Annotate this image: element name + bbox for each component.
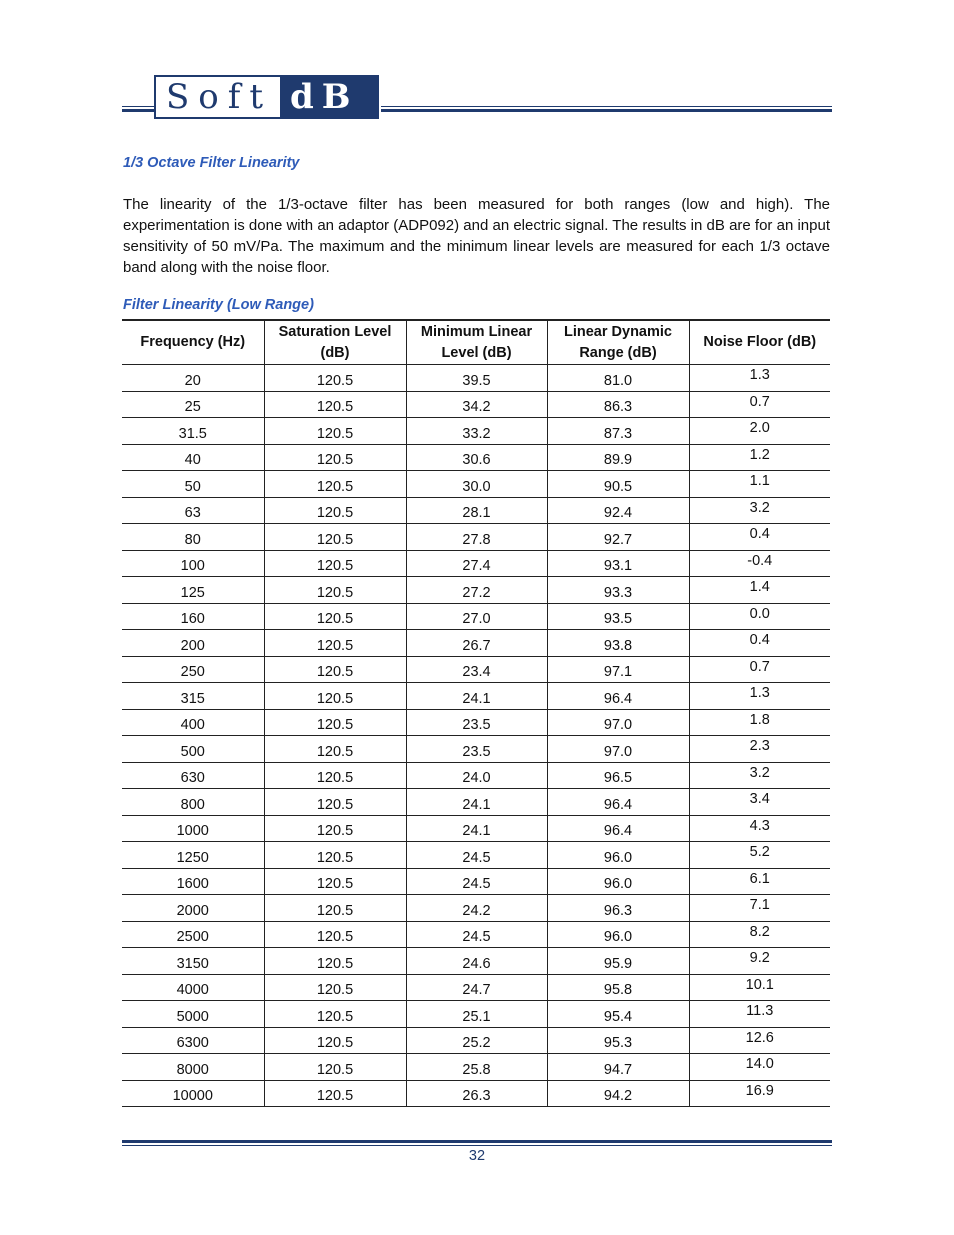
cell-linear-dynamic-range: 89.9 [547,444,689,471]
cell-saturation-level: 120.5 [264,842,406,869]
table-row [122,1054,830,1081]
table-row [122,365,830,392]
cell-saturation-level: 120.5 [264,921,406,948]
cell-frequency: 630 [122,762,264,789]
table-row [122,656,830,683]
cell-frequency: 1600 [122,868,264,895]
cell-minimum-linear-level: 24.5 [406,921,547,948]
header-rule-left [122,106,154,112]
cell-linear-dynamic-range: 94.7 [547,1054,689,1081]
cell-linear-dynamic-range: 93.1 [547,550,689,577]
table-row [122,444,830,471]
cell-saturation-level: 120.5 [264,789,406,816]
cell-minimum-linear-level: 24.1 [406,815,547,842]
footer-rule [122,1140,832,1146]
cell-frequency: 10000 [122,1080,264,1107]
cell-linear-dynamic-range: 92.7 [547,524,689,551]
intro-paragraph: The linearity of the 1/3-octave filter has been measured for both ranges (low and high). The experimentation is done with an adaptor (ADP092) and an electric signal. The results in dB are for an input sensitivity of 50 mV/Pa. The maximum and the minimum linear levels are measured for each 1/3 octave band along with the noise floor. [123,196,830,276]
cell-linear-dynamic-range: 92.4 [547,497,689,524]
cell-minimum-linear-level: 27.2 [406,577,547,604]
cell-frequency: 500 [122,736,264,763]
cell-linear-dynamic-range: 95.8 [547,974,689,1001]
header-linear-dynamic-range: Linear Dynamic Range (dB) [547,320,689,365]
logo-text-soft: Soft [156,77,280,117]
cell-noise-floor: 0.7 [689,656,830,683]
cell-frequency: 100 [122,550,264,577]
cell-saturation-level: 120.5 [264,577,406,604]
header-saturation-level: Saturation Level (dB) [264,320,406,365]
cell-noise-floor: 1.1 [689,471,830,498]
header-rule-right [381,106,832,112]
cell-saturation-level: 120.5 [264,1027,406,1054]
cell-noise-floor: 12.6 [689,1027,830,1054]
cell-frequency: 160 [122,603,264,630]
cell-linear-dynamic-range: 97.0 [547,736,689,763]
cell-minimum-linear-level: 25.8 [406,1054,547,1081]
table-row [122,736,830,763]
header-minimum-linear-level: Minimum Linear Level (dB) [406,320,547,365]
cell-frequency: 50 [122,471,264,498]
cell-frequency: 400 [122,709,264,736]
cell-saturation-level: 120.5 [264,709,406,736]
cell-minimum-linear-level: 24.7 [406,974,547,1001]
cell-saturation-level: 120.5 [264,418,406,445]
cell-frequency: 125 [122,577,264,604]
cell-saturation-level: 120.5 [264,550,406,577]
cell-noise-floor: 4.3 [689,815,830,842]
cell-linear-dynamic-range: 96.3 [547,895,689,922]
cell-minimum-linear-level: 23.5 [406,709,547,736]
cell-noise-floor: 3.2 [689,497,830,524]
cell-minimum-linear-level: 30.6 [406,444,547,471]
cell-saturation-level: 120.5 [264,895,406,922]
cell-minimum-linear-level: 24.5 [406,868,547,895]
cell-linear-dynamic-range: 97.1 [547,656,689,683]
cell-linear-dynamic-range: 93.8 [547,630,689,657]
table-row [122,948,830,975]
table-row [122,895,830,922]
cell-frequency: 250 [122,656,264,683]
cell-noise-floor: 1.3 [689,365,830,392]
cell-frequency: 1000 [122,815,264,842]
cell-linear-dynamic-range: 93.5 [547,603,689,630]
cell-frequency: 2500 [122,921,264,948]
cell-noise-floor: 5.2 [689,842,830,869]
page-number: 32 [468,1148,486,1164]
cell-saturation-level: 120.5 [264,815,406,842]
cell-frequency: 6300 [122,1027,264,1054]
cell-frequency: 20 [122,365,264,392]
cell-noise-floor: 2.3 [689,736,830,763]
header-frequency: Frequency (Hz) [122,320,264,365]
cell-minimum-linear-level: 26.3 [406,1080,547,1107]
cell-minimum-linear-level: 24.1 [406,683,547,710]
cell-linear-dynamic-range: 86.3 [547,391,689,418]
cell-noise-floor: 14.0 [689,1054,830,1081]
cell-saturation-level: 120.5 [264,1001,406,1028]
cell-minimum-linear-level: 27.8 [406,524,547,551]
cell-noise-floor: 1.8 [689,709,830,736]
cell-noise-floor: 0.7 [689,391,830,418]
cell-noise-floor: 10.1 [689,974,830,1001]
cell-saturation-level: 120.5 [264,948,406,975]
table-row [122,974,830,1001]
cell-linear-dynamic-range: 96.4 [547,815,689,842]
table-header-row [122,320,830,365]
cell-frequency: 800 [122,789,264,816]
table-row [122,1027,830,1054]
table-row [122,868,830,895]
cell-saturation-level: 120.5 [264,1054,406,1081]
cell-frequency: 8000 [122,1054,264,1081]
table-row [122,1001,830,1028]
cell-linear-dynamic-range: 95.4 [547,1001,689,1028]
cell-saturation-level: 120.5 [264,683,406,710]
cell-linear-dynamic-range: 96.0 [547,868,689,895]
cell-minimum-linear-level: 39.5 [406,365,547,392]
table-row [122,815,830,842]
cell-minimum-linear-level: 23.4 [406,656,547,683]
cell-saturation-level: 120.5 [264,444,406,471]
cell-minimum-linear-level: 24.2 [406,895,547,922]
cell-linear-dynamic-range: 95.3 [547,1027,689,1054]
cell-linear-dynamic-range: 97.0 [547,709,689,736]
cell-minimum-linear-level: 27.4 [406,550,547,577]
table-row [122,577,830,604]
cell-minimum-linear-level: 28.1 [406,497,547,524]
cell-frequency: 25 [122,391,264,418]
cell-linear-dynamic-range: 96.4 [547,789,689,816]
cell-frequency: 5000 [122,1001,264,1028]
cell-minimum-linear-level: 24.5 [406,842,547,869]
cell-frequency: 31.5 [122,418,264,445]
table-row [122,418,830,445]
cell-noise-floor: 0.0 [689,603,830,630]
cell-linear-dynamic-range: 90.5 [547,471,689,498]
cell-minimum-linear-level: 34.2 [406,391,547,418]
table-row [122,550,830,577]
logo-text-db: dB [280,77,377,117]
softdb-logo [154,75,379,119]
cell-frequency: 315 [122,683,264,710]
cell-noise-floor: 8.2 [689,921,830,948]
cell-saturation-level: 120.5 [264,762,406,789]
cell-noise-floor: 2.0 [689,418,830,445]
cell-noise-floor: 3.4 [689,789,830,816]
cell-linear-dynamic-range: 96.0 [547,842,689,869]
cell-linear-dynamic-range: 81.0 [547,365,689,392]
table-row [122,683,830,710]
cell-noise-floor: 7.1 [689,895,830,922]
cell-saturation-level: 120.5 [264,497,406,524]
filter-linearity-table [122,319,830,1107]
header-noise-floor: Noise Floor (dB) [689,320,830,365]
cell-noise-floor: 9.2 [689,948,830,975]
table-row [122,789,830,816]
cell-noise-floor: 1.3 [689,683,830,710]
cell-minimum-linear-level: 27.0 [406,603,547,630]
cell-saturation-level: 120.5 [264,868,406,895]
cell-noise-floor: 11.3 [689,1001,830,1028]
cell-linear-dynamic-range: 96.5 [547,762,689,789]
cell-saturation-level: 120.5 [264,391,406,418]
cell-saturation-level: 120.5 [264,471,406,498]
cell-linear-dynamic-range: 87.3 [547,418,689,445]
table-row [122,391,830,418]
cell-saturation-level: 120.5 [264,974,406,1001]
cell-frequency: 3150 [122,948,264,975]
cell-saturation-level: 120.5 [264,736,406,763]
table-title: Filter Linearity (Low Range) [123,297,314,313]
cell-minimum-linear-level: 26.7 [406,630,547,657]
cell-linear-dynamic-range: 93.3 [547,577,689,604]
cell-minimum-linear-level: 24.1 [406,789,547,816]
cell-linear-dynamic-range: 96.4 [547,683,689,710]
table-row [122,762,830,789]
table-row [122,842,830,869]
cell-linear-dynamic-range: 94.2 [547,1080,689,1107]
cell-saturation-level: 120.5 [264,603,406,630]
cell-noise-floor: 1.2 [689,444,830,471]
cell-noise-floor: 0.4 [689,630,830,657]
cell-frequency: 200 [122,630,264,657]
table-row [122,497,830,524]
cell-frequency: 80 [122,524,264,551]
cell-frequency: 4000 [122,974,264,1001]
cell-noise-floor: 1.4 [689,577,830,604]
cell-noise-floor: 0.4 [689,524,830,551]
cell-minimum-linear-level: 25.1 [406,1001,547,1028]
table-row [122,603,830,630]
table-row [122,1080,830,1107]
cell-minimum-linear-level: 23.5 [406,736,547,763]
section-title: 1/3 Octave Filter Linearity [123,155,300,171]
cell-noise-floor: 6.1 [689,868,830,895]
cell-saturation-level: 120.5 [264,656,406,683]
cell-frequency: 2000 [122,895,264,922]
cell-noise-floor: 16.9 [689,1080,830,1107]
cell-frequency: 40 [122,444,264,471]
table-row [122,709,830,736]
table-row [122,524,830,551]
cell-minimum-linear-level: 24.6 [406,948,547,975]
cell-minimum-linear-level: 30.0 [406,471,547,498]
cell-saturation-level: 120.5 [264,630,406,657]
cell-frequency: 63 [122,497,264,524]
table-row [122,471,830,498]
cell-noise-floor: 3.2 [689,762,830,789]
cell-saturation-level: 120.5 [264,524,406,551]
cell-linear-dynamic-range: 96.0 [547,921,689,948]
cell-noise-floor: -0.4 [689,550,830,577]
cell-minimum-linear-level: 24.0 [406,762,547,789]
cell-frequency: 1250 [122,842,264,869]
cell-minimum-linear-level: 25.2 [406,1027,547,1054]
cell-saturation-level: 120.5 [264,365,406,392]
cell-minimum-linear-level: 33.2 [406,418,547,445]
table-row [122,630,830,657]
cell-linear-dynamic-range: 95.9 [547,948,689,975]
table-row [122,921,830,948]
cell-saturation-level: 120.5 [264,1080,406,1107]
